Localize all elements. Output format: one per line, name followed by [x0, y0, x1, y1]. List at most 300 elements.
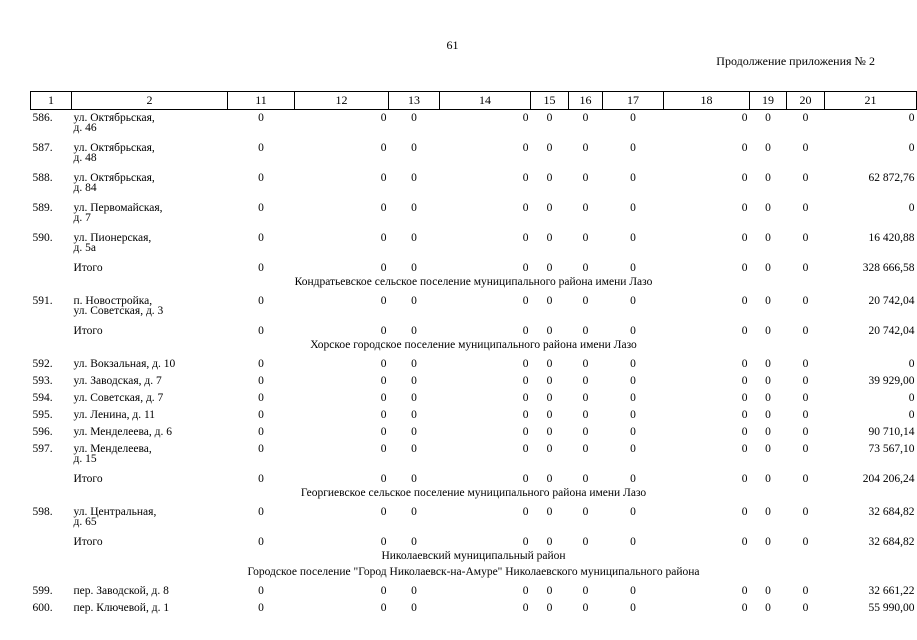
table-row — [31, 424, 917, 441]
address-line: Итого — [73, 473, 103, 485]
value-cell: 0 — [582, 536, 589, 548]
table-row — [31, 583, 917, 600]
value-cell: 0 — [522, 443, 529, 455]
value-cell: 0 — [582, 112, 589, 124]
section-heading: Городское поселение "Город Николаевск-на-Амуре" Николаевского муниципального района — [247, 566, 700, 578]
value-cell: 0 — [258, 325, 264, 337]
value-cell: 0 — [765, 426, 771, 438]
value-cell: 0 — [258, 426, 264, 438]
row-number: 587. — [32, 142, 53, 154]
value-cell: 0 — [765, 232, 771, 244]
value-cell: 0 — [630, 142, 636, 154]
column-header: 11 — [228, 92, 295, 110]
row-number — [31, 471, 72, 488]
column-header: 16 — [569, 92, 603, 110]
value-cell: 0 — [380, 536, 387, 548]
value-cell: 0 — [741, 295, 748, 307]
value-cell: 0 — [411, 392, 417, 404]
value-cell: 0 — [411, 375, 417, 387]
address-line: д. 46 — [73, 122, 97, 134]
value-cell: 0 — [630, 325, 636, 337]
value-cell: 0 — [630, 585, 636, 597]
column-header: 12 — [295, 92, 389, 110]
value-cell: 0 — [258, 232, 264, 244]
column-header: 14 — [440, 92, 531, 110]
value-cell: 0 — [546, 112, 553, 124]
table-row — [31, 230, 917, 260]
table-row — [31, 407, 917, 424]
value-cell: 0 — [802, 426, 809, 438]
value-cell: 0 — [765, 409, 771, 421]
table-row — [31, 293, 917, 323]
value-cell: 32 684,82 — [868, 536, 915, 548]
column-header: 13 — [389, 92, 440, 110]
section-heading: Николаевский муниципальный район — [381, 550, 566, 562]
total-label — [72, 260, 228, 277]
value-cell: 0 — [741, 443, 748, 455]
value-cell: 328 666,58 — [862, 262, 915, 274]
value-cell: 0 — [802, 202, 809, 214]
value-cell: 0 — [765, 443, 771, 455]
address-line: ул. Советская, д. 3 — [73, 305, 164, 317]
value-cell: 0 — [741, 202, 748, 214]
table-row — [31, 356, 917, 373]
row-number: 593. — [32, 375, 53, 387]
value-cell: 0 — [258, 375, 264, 387]
section-heading-row — [31, 340, 917, 356]
address-line: ул. Первомайская, — [73, 202, 163, 214]
value-cell: 0 — [411, 585, 417, 597]
value-cell: 0 — [411, 536, 417, 548]
value-cell: 0 — [802, 262, 809, 274]
value-cell: 20 742,04 — [868, 295, 915, 307]
row-number: 586. — [32, 112, 53, 124]
address-line: п. Новостройка, — [73, 295, 153, 307]
value-cell: 204 206,24 — [862, 473, 915, 485]
value-cell: 0 — [630, 262, 636, 274]
value-cell: 0 — [380, 172, 387, 184]
value-cell: 0 — [411, 325, 417, 337]
value-cell: 0 — [802, 142, 809, 154]
address-cell — [72, 390, 228, 407]
value-cell: 0 — [630, 602, 636, 614]
table-row — [31, 600, 917, 617]
value-cell: 90 710,14 — [868, 426, 915, 438]
address-line: ул. Октябрьская, — [73, 142, 155, 154]
value-cell: 0 — [380, 295, 387, 307]
value-cell: 0 — [380, 202, 387, 214]
row-number: 590. — [32, 232, 53, 244]
value-cell: 0 — [765, 202, 771, 214]
row-number: 594. — [32, 392, 53, 404]
value-cell: 0 — [258, 536, 264, 548]
value-cell: 0 — [802, 506, 809, 518]
value-cell: 0 — [411, 172, 417, 184]
value-cell: 0 — [546, 602, 553, 614]
value-cell: 0 — [582, 375, 589, 387]
row-number: 591. — [32, 295, 53, 307]
total-label — [72, 534, 228, 551]
value-cell: 0 — [582, 295, 589, 307]
row-number — [31, 534, 72, 551]
address-line: ул. Советская, д. 7 — [73, 392, 164, 404]
value-cell: 0 — [630, 392, 636, 404]
address-line: Итого — [73, 325, 103, 337]
row-number: 600. — [32, 602, 53, 614]
section-heading: Георгиевское сельское поселение муниципального района имени Лазо — [300, 487, 647, 499]
value-cell: 0 — [582, 392, 589, 404]
value-cell: 0 — [380, 392, 387, 404]
value-cell: 0 — [741, 426, 748, 438]
value-cell: 0 — [802, 473, 809, 485]
table-row — [31, 373, 917, 390]
value-cell: 0 — [802, 295, 809, 307]
section-heading: Кондратьевское сельское поселение муниципального района имени Лазо — [294, 276, 653, 288]
value-cell: 0 — [522, 409, 529, 421]
value-cell: 0 — [630, 202, 636, 214]
value-cell: 0 — [582, 443, 589, 455]
value-cell: 0 — [546, 172, 553, 184]
value-cell: 0 — [380, 426, 387, 438]
value-cell: 0 — [522, 262, 529, 274]
value-cell: 0 — [522, 506, 529, 518]
row-number: 589. — [32, 202, 53, 214]
value-cell: 0 — [546, 295, 553, 307]
value-cell: 0 — [258, 585, 264, 597]
value-cell: 0 — [411, 506, 417, 518]
value-cell: 0 — [741, 602, 748, 614]
value-cell: 0 — [258, 172, 264, 184]
value-cell: 0 — [380, 602, 387, 614]
address-cell — [72, 373, 228, 390]
column-number-header-row — [31, 92, 917, 110]
value-cell: 0 — [522, 473, 529, 485]
column-header: 2 — [72, 92, 228, 110]
value-cell: 0 — [522, 426, 529, 438]
total-row — [31, 260, 917, 277]
address-cell — [72, 600, 228, 617]
value-cell: 0 — [258, 409, 264, 421]
value-cell: 0 — [765, 506, 771, 518]
value-cell: 0 — [546, 375, 553, 387]
value-cell: 0 — [908, 409, 915, 421]
value-cell: 0 — [908, 112, 915, 124]
value-cell: 0 — [258, 142, 264, 154]
address-line: ул. Ленина, д. 11 — [73, 409, 156, 421]
value-cell: 0 — [522, 358, 529, 370]
value-cell: 0 — [522, 295, 529, 307]
value-cell: 0 — [522, 232, 529, 244]
value-cell: 0 — [582, 325, 589, 337]
address-line: д. 5а — [73, 242, 96, 254]
value-cell: 0 — [522, 585, 529, 597]
total-row — [31, 534, 917, 551]
value-cell: 0 — [741, 536, 748, 548]
value-cell: 0 — [765, 172, 771, 184]
appendix-continuation-label: Продолжение приложения № 2 — [716, 54, 875, 68]
value-cell: 0 — [380, 262, 387, 274]
value-cell: 0 — [546, 473, 553, 485]
table-row — [31, 390, 917, 407]
value-cell: 0 — [411, 602, 417, 614]
value-cell: 0 — [741, 262, 748, 274]
table-row — [31, 110, 917, 141]
value-cell: 0 — [802, 172, 809, 184]
value-cell: 0 — [765, 602, 771, 614]
value-cell: 0 — [411, 426, 417, 438]
value-cell: 0 — [630, 506, 636, 518]
value-cell: 0 — [802, 536, 809, 548]
table-row — [31, 170, 917, 200]
table-row — [31, 200, 917, 230]
table-row — [31, 140, 917, 170]
value-cell: 0 — [522, 202, 529, 214]
value-cell: 0 — [802, 443, 809, 455]
value-cell: 0 — [411, 142, 417, 154]
value-cell: 0 — [802, 325, 809, 337]
value-cell: 0 — [802, 585, 809, 597]
value-cell: 0 — [582, 262, 589, 274]
value-cell: 0 — [546, 262, 553, 274]
value-cell: 0 — [582, 473, 589, 485]
value-cell: 0 — [258, 112, 264, 124]
value-cell: 39 929,00 — [868, 375, 915, 387]
value-cell: 0 — [765, 392, 771, 404]
value-cell: 0 — [741, 172, 748, 184]
address-line: ул. Вокзальная, д. 10 — [73, 358, 176, 370]
row-number: 588. — [32, 172, 53, 184]
value-cell: 0 — [630, 112, 636, 124]
section-heading-row — [31, 277, 917, 293]
row-number — [31, 323, 72, 340]
value-cell: 0 — [411, 112, 417, 124]
value-cell: 0 — [741, 358, 748, 370]
total-label — [72, 323, 228, 340]
value-cell: 0 — [765, 375, 771, 387]
column-header: 21 — [825, 92, 917, 110]
value-cell: 0 — [765, 325, 771, 337]
column-header: 1 — [31, 92, 72, 110]
value-cell: 0 — [258, 506, 264, 518]
value-cell: 0 — [630, 232, 636, 244]
value-cell: 0 — [546, 506, 553, 518]
value-cell: 0 — [380, 232, 387, 244]
address-line: ул. Октябрьская, — [73, 172, 155, 184]
value-cell: 0 — [582, 202, 589, 214]
value-cell: 0 — [380, 325, 387, 337]
row-number: 592. — [32, 358, 53, 370]
value-cell: 20 742,04 — [868, 325, 915, 337]
value-cell: 0 — [741, 392, 748, 404]
address-cell — [72, 441, 228, 471]
row-number: 597. — [32, 443, 53, 455]
value-cell: 0 — [765, 262, 771, 274]
address-line: Итого — [73, 262, 103, 274]
value-cell: 0 — [522, 536, 529, 548]
value-cell: 0 — [802, 375, 809, 387]
column-header: 20 — [787, 92, 825, 110]
value-cell: 0 — [630, 473, 636, 485]
value-cell: 0 — [411, 295, 417, 307]
row-number: 595. — [32, 409, 53, 421]
value-cell: 0 — [522, 172, 529, 184]
value-cell: 0 — [522, 392, 529, 404]
value-cell: 0 — [582, 426, 589, 438]
address-line: ул. Менделеева, — [73, 443, 152, 455]
value-cell: 0 — [741, 585, 748, 597]
value-cell: 0 — [765, 358, 771, 370]
value-cell: 0 — [630, 172, 636, 184]
value-cell: 0 — [802, 358, 809, 370]
value-cell: 0 — [522, 142, 529, 154]
value-cell: 0 — [411, 443, 417, 455]
address-line: д. 65 — [73, 516, 97, 528]
section-heading: Хорское городское поселение муниципального района имени Лазо — [310, 339, 637, 351]
value-cell: 0 — [258, 358, 264, 370]
value-cell: 0 — [522, 112, 529, 124]
value-cell: 0 — [546, 443, 553, 455]
value-cell: 0 — [411, 358, 417, 370]
value-cell: 0 — [802, 602, 809, 614]
row-number: 598. — [32, 506, 53, 518]
value-cell: 0 — [630, 409, 636, 421]
page-number: 61 — [446, 38, 459, 52]
value-cell: 0 — [546, 202, 553, 214]
value-cell: 0 — [741, 112, 748, 124]
address-line: пер. Заводской, д. 8 — [73, 585, 169, 597]
value-cell: 0 — [765, 295, 771, 307]
value-cell: 32 661,22 — [868, 585, 915, 597]
address-cell — [72, 140, 228, 170]
address-cell — [72, 170, 228, 200]
value-cell: 16 420,88 — [868, 232, 915, 244]
address-cell — [72, 356, 228, 373]
address-line: д. 7 — [73, 212, 91, 224]
value-cell: 0 — [258, 295, 264, 307]
value-cell: 0 — [546, 426, 553, 438]
value-cell: 0 — [802, 392, 809, 404]
value-cell: 0 — [630, 295, 636, 307]
value-cell: 0 — [258, 262, 264, 274]
value-cell: 0 — [258, 443, 264, 455]
value-cell: 0 — [802, 409, 809, 421]
value-cell: 0 — [630, 375, 636, 387]
address-cell — [72, 407, 228, 424]
value-cell: 0 — [258, 392, 264, 404]
value-cell: 0 — [546, 409, 553, 421]
value-cell: 0 — [741, 142, 748, 154]
value-cell: 0 — [380, 473, 387, 485]
appendix-table — [30, 91, 917, 617]
value-cell: 0 — [380, 585, 387, 597]
value-cell: 0 — [908, 202, 915, 214]
value-cell: 0 — [765, 112, 771, 124]
address-line: пер. Ключевой, д. 1 — [73, 602, 170, 614]
value-cell: 0 — [630, 536, 636, 548]
address-cell — [72, 293, 228, 323]
table-row — [31, 441, 917, 471]
value-cell: 0 — [411, 473, 417, 485]
value-cell: 0 — [765, 142, 771, 154]
value-cell: 0 — [522, 375, 529, 387]
value-cell: 0 — [741, 232, 748, 244]
value-cell: 0 — [908, 358, 915, 370]
value-cell: 0 — [380, 358, 387, 370]
row-number — [31, 260, 72, 277]
address-line: д. 48 — [73, 152, 97, 164]
value-cell: 0 — [546, 358, 553, 370]
address-line: ул. Центральная, — [73, 506, 157, 518]
address-line: Итого — [73, 536, 103, 548]
address-cell — [72, 200, 228, 230]
value-cell: 0 — [741, 506, 748, 518]
value-cell: 0 — [522, 325, 529, 337]
total-row — [31, 471, 917, 488]
value-cell: 0 — [546, 142, 553, 154]
address-line: д. 15 — [73, 453, 97, 465]
value-cell: 0 — [582, 602, 589, 614]
value-cell: 0 — [380, 443, 387, 455]
address-line: ул. Менделеева, д. 6 — [73, 426, 172, 438]
value-cell: 0 — [765, 536, 771, 548]
column-header: 18 — [664, 92, 750, 110]
address-line: ул. Заводская, д. 7 — [73, 375, 162, 387]
value-cell: 0 — [582, 172, 589, 184]
address-cell — [72, 583, 228, 600]
value-cell: 0 — [411, 262, 417, 274]
address-cell — [72, 230, 228, 260]
value-cell: 0 — [380, 375, 387, 387]
column-header: 15 — [531, 92, 569, 110]
value-cell: 62 872,76 — [868, 172, 915, 184]
row-number: 596. — [32, 426, 53, 438]
value-cell: 0 — [582, 409, 589, 421]
value-cell: 0 — [546, 585, 553, 597]
value-cell: 0 — [908, 142, 915, 154]
value-cell: 0 — [258, 602, 264, 614]
value-cell: 0 — [546, 392, 553, 404]
value-cell: 0 — [908, 392, 915, 404]
value-cell: 0 — [741, 325, 748, 337]
value-cell: 0 — [258, 473, 264, 485]
value-cell: 0 — [546, 232, 553, 244]
address-cell — [72, 110, 228, 141]
value-cell: 0 — [582, 142, 589, 154]
value-cell: 0 — [765, 585, 771, 597]
value-cell: 0 — [522, 602, 529, 614]
value-cell: 0 — [741, 473, 748, 485]
row-number: 599. — [32, 585, 53, 597]
value-cell: 0 — [411, 232, 417, 244]
section-heading-row — [31, 567, 917, 583]
value-cell: 0 — [582, 585, 589, 597]
address-cell — [72, 424, 228, 441]
address-line: д. 84 — [73, 182, 97, 194]
value-cell: 32 684,82 — [868, 506, 915, 518]
table-row — [31, 504, 917, 534]
address-cell — [72, 504, 228, 534]
value-cell: 73 567,10 — [868, 443, 915, 455]
total-label — [72, 471, 228, 488]
value-cell: 0 — [380, 409, 387, 421]
value-cell: 0 — [630, 426, 636, 438]
value-cell: 0 — [630, 358, 636, 370]
value-cell: 0 — [741, 375, 748, 387]
value-cell: 0 — [380, 142, 387, 154]
value-cell: 0 — [765, 473, 771, 485]
value-cell: 0 — [630, 443, 636, 455]
value-cell: 0 — [411, 202, 417, 214]
